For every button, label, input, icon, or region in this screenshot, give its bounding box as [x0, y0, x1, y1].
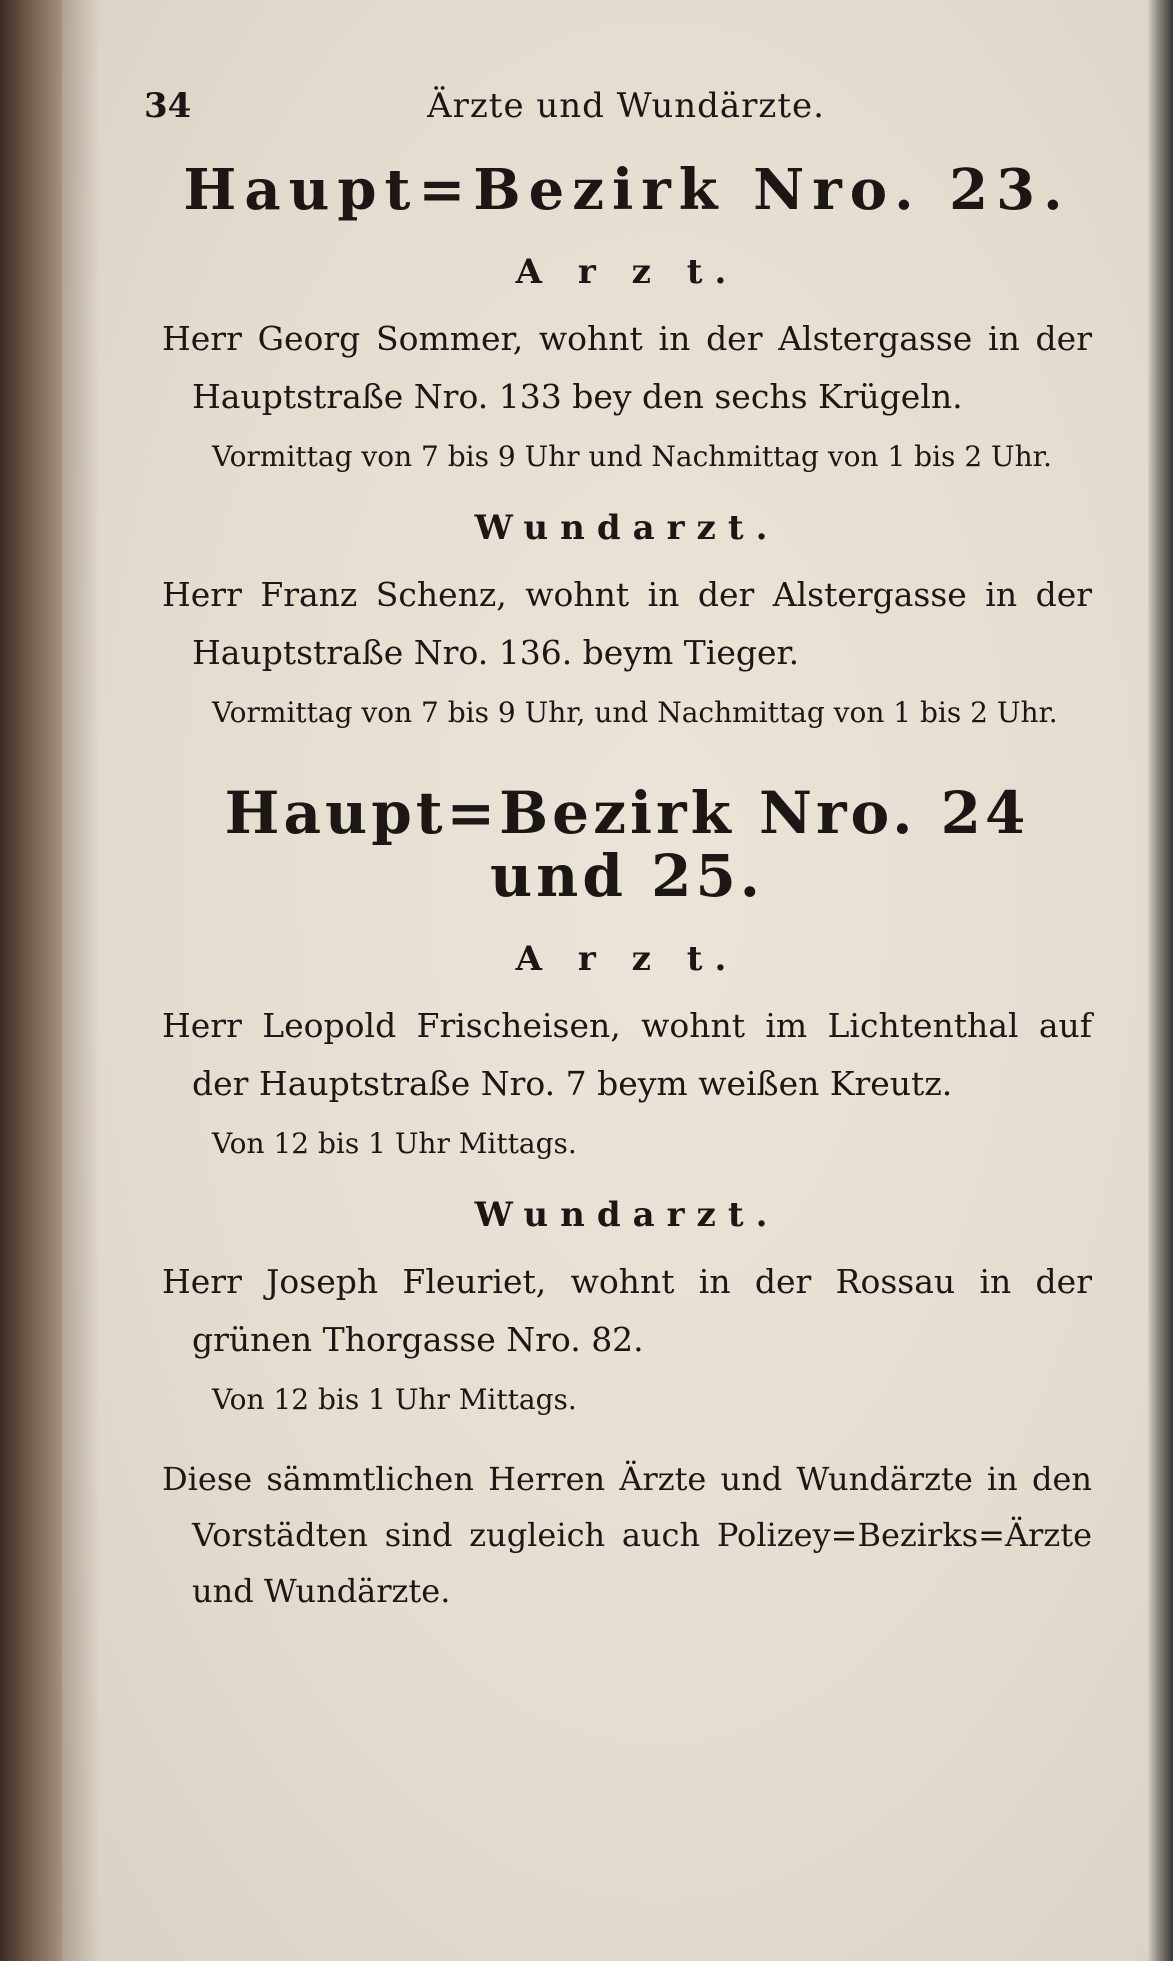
wundarzt-heading: Wundarzt. [474, 507, 780, 548]
section-title: Haupt=Bezirk Nro. 24 und 25. [224, 778, 1030, 911]
page-number: 34 [144, 86, 192, 126]
wundarzt-entry: Herr Joseph Fleuriet, wohnt in der Rossau in der grünen Thorgasse Nro. 82. [162, 1262, 1092, 1360]
arzt-heading: A r z t. [515, 251, 739, 292]
wundarzt-hours: Von 12 bis 1 Uhr Mittags. [212, 1383, 577, 1417]
wundarzt-heading: Wundarzt. [474, 1195, 780, 1236]
wundarzt-entry: Herr Franz Schenz, wohnt in der Alstergasse in der Hauptstraße Nro. 136. beym Tieger. [162, 574, 1092, 672]
page-header [144, 86, 1108, 136]
footnote: Diese sämmtlichen Herren Ärzte und Wundärzte in den Vorstädten sind zugleich auch Polizey=Bezirks=Ärzte und Wundärzte. [162, 1460, 1092, 1611]
page-content [162, 157, 1092, 1651]
section-bezirk-24-25 [162, 778, 1092, 1424]
book-page [62, 0, 1148, 1961]
arzt-entry: Herr Georg Sommer, wohnt in der Alstergasse in der Hauptstraße Nro. 133 bey den sechs Krügeln. [162, 318, 1092, 416]
arzt-entry: Herr Leopold Frischeisen, wohnt im Lichtenthal auf der Hauptstraße Nro. 7 beym weißen Kreutz. [162, 1006, 1092, 1104]
section-bezirk-23 [162, 157, 1092, 736]
section-title: Haupt=Bezirk Nro. 23. [183, 157, 1071, 223]
arzt-hours: Vormittag von 7 bis 9 Uhr und Nachmittag von 1 bis 2 Uhr. [212, 439, 1052, 473]
book-spine [0, 0, 62, 1961]
page-edge [1148, 0, 1173, 1961]
arzt-heading: A r z t. [515, 939, 739, 980]
running-title: Ärzte und Wundärzte. [427, 86, 825, 126]
arzt-hours: Von 12 bis 1 Uhr Mittags. [212, 1127, 577, 1161]
wundarzt-hours: Vormittag von 7 bis 9 Uhr, und Nachmittag von 1 bis 2 Uhr. [212, 695, 1058, 729]
